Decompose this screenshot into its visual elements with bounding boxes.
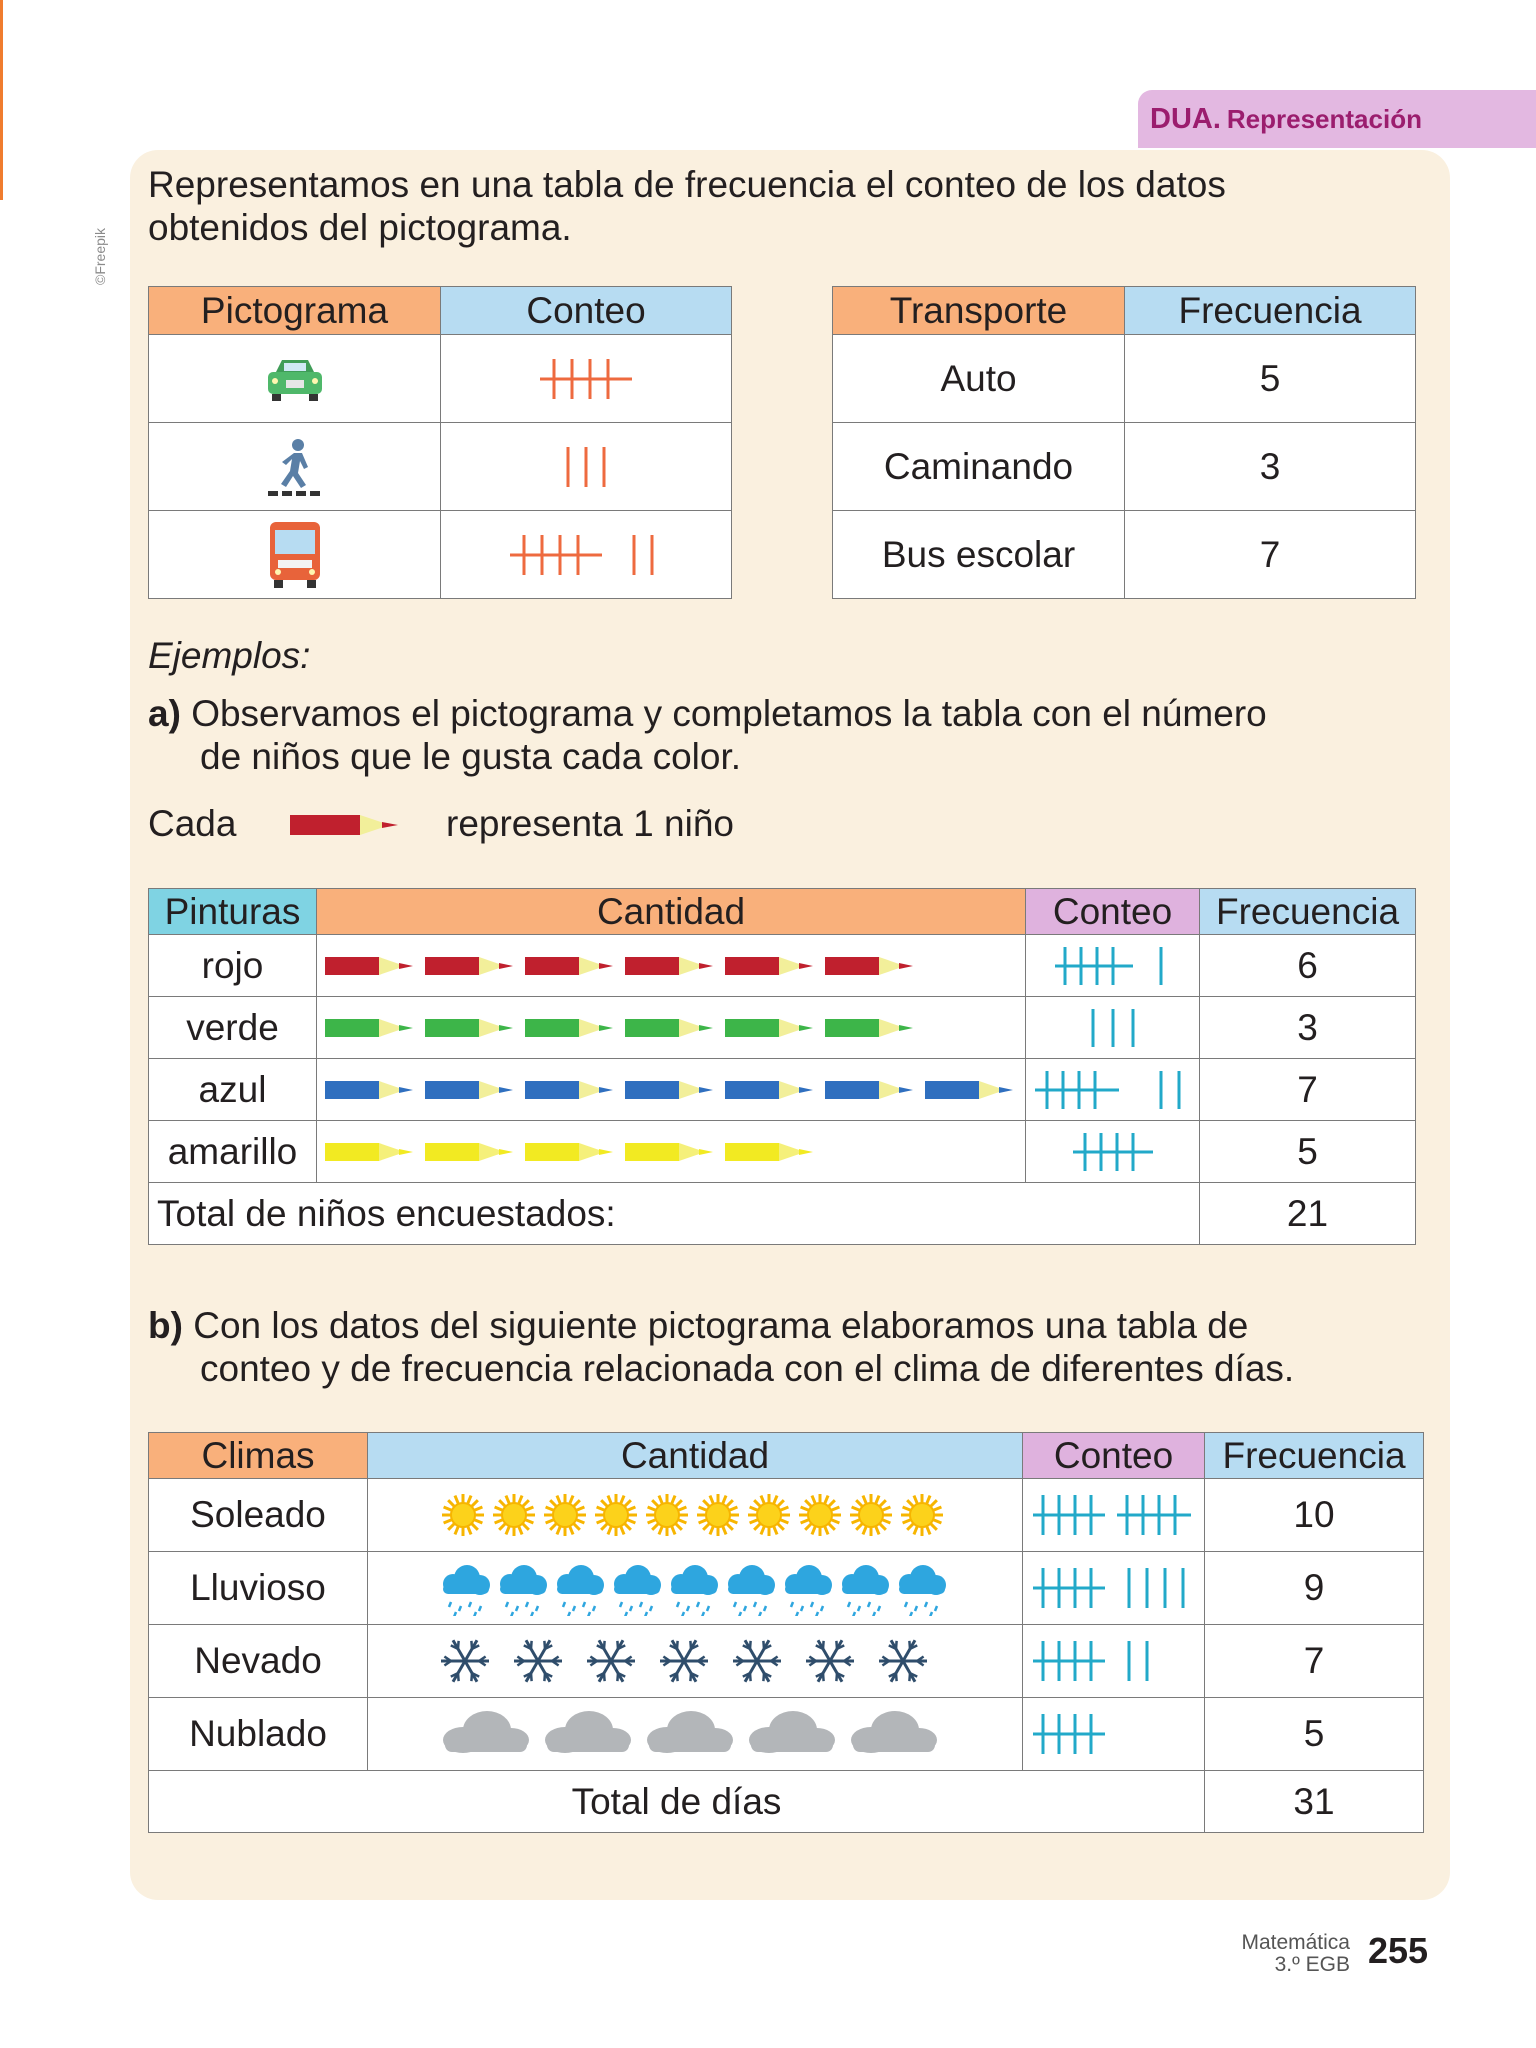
cloud-row <box>435 1706 955 1762</box>
pencil-icon <box>725 1143 813 1161</box>
transport-cell: Bus escolar <box>833 511 1125 599</box>
paint-table <box>148 888 1416 1245</box>
cloud-icon <box>647 1711 733 1753</box>
total-value: 21 <box>1200 1183 1416 1245</box>
pencil-icon <box>525 957 613 975</box>
page-number: 255 <box>1368 1930 1429 1971</box>
intro-line-1: Representamos en una tabla de frecuencia el conteo de los datos <box>148 164 1226 205</box>
example-b-paragraph <box>148 1304 1294 1390</box>
tally-cell <box>1026 997 1200 1059</box>
color-cell: verde <box>149 997 317 1059</box>
frequency-cell: 3 <box>1200 997 1416 1059</box>
weather-pictogram-cell <box>368 1625 1023 1698</box>
legend-prefix: Cada <box>148 803 237 844</box>
tally-marks-7 <box>1033 1067 1193 1113</box>
frequency-cell: 5 <box>1205 1698 1424 1771</box>
rain-cloud-icon <box>557 1565 604 1616</box>
total-value: 31 <box>1205 1771 1424 1833</box>
page-edge-line <box>0 0 3 200</box>
transport-cell: Caminando <box>833 423 1125 511</box>
sun-icon <box>493 1494 535 1536</box>
color-cell: rojo <box>149 935 317 997</box>
tally-cell <box>1026 1059 1200 1121</box>
snowflake-icon <box>441 1640 489 1682</box>
weather-cell: Soleado <box>149 1479 368 1552</box>
header-conteo: Conteo <box>1023 1433 1205 1479</box>
pencil-icon <box>625 957 713 975</box>
example-b-letter: b) <box>148 1305 183 1346</box>
rain-cloud-icon <box>500 1565 547 1616</box>
pencil-row-amarillo <box>325 1137 1025 1167</box>
rain-cloud-icon <box>899 1565 946 1616</box>
pencil-pictogram-cell <box>317 997 1026 1059</box>
weather-cell: Lluvioso <box>149 1552 368 1625</box>
footer-grade: 3.º EGB <box>1274 1953 1350 1976</box>
pencil-icon <box>425 1019 513 1037</box>
frequency-cell: 10 <box>1205 1479 1424 1552</box>
frequency-cell: 3 <box>1125 423 1416 511</box>
header-transporte: Transporte <box>833 287 1125 335</box>
tally-marks-9 <box>1029 1563 1199 1613</box>
pencil-pictogram-cell <box>317 935 1026 997</box>
rain-cloud-icon <box>443 1565 490 1616</box>
header-conteo: Conteo <box>1026 889 1200 935</box>
sun-icon <box>595 1494 637 1536</box>
dua-subtitle: Representación <box>1226 103 1422 134</box>
pencil-icon <box>525 1143 613 1161</box>
tally-marks-3 <box>1083 1005 1143 1051</box>
pencil-row-rojo <box>325 951 1025 981</box>
pedestrian-icon <box>264 437 326 497</box>
table-row <box>149 335 441 423</box>
pencil-icon <box>425 957 513 975</box>
pencil-icon <box>825 1019 913 1037</box>
pencil-icon <box>525 1019 613 1037</box>
tally-marks-7 <box>506 530 666 580</box>
pencil-row-azul <box>325 1075 1025 1105</box>
snow-row <box>435 1633 955 1689</box>
tally-marks-3 <box>556 442 616 492</box>
pencil-icon <box>425 1143 513 1161</box>
tally-cell <box>1026 1121 1200 1183</box>
snowflake-icon <box>660 1640 708 1682</box>
bus-icon <box>264 520 326 590</box>
table-row <box>149 511 441 599</box>
sun-icon <box>850 1494 892 1536</box>
weather-pictogram-cell <box>368 1552 1023 1625</box>
sun-icon <box>544 1494 586 1536</box>
image-credit: ©Freepik <box>92 228 108 285</box>
color-cell: amarillo <box>149 1121 317 1183</box>
tally-cell <box>441 423 732 511</box>
examples-label: Ejemplos: <box>148 635 311 676</box>
tally-marks-5 <box>534 354 638 404</box>
car-icon <box>264 354 326 404</box>
header-frecuencia: Frecuencia <box>1200 889 1416 935</box>
sun-icon <box>697 1494 739 1536</box>
pencil-legend-icon <box>290 812 402 838</box>
tally-table <box>148 286 732 599</box>
header-pictograma: Pictograma <box>149 287 441 335</box>
sun-icon <box>901 1494 943 1536</box>
pencil-icon <box>425 1081 513 1099</box>
weather-cell: Nevado <box>149 1625 368 1698</box>
tally-marks-5 <box>1063 1129 1163 1175</box>
pencil-icon <box>625 1081 713 1099</box>
tally-cell <box>1023 1479 1205 1552</box>
pencil-icon <box>625 1143 713 1161</box>
header-cantidad: Cantidad <box>368 1433 1023 1479</box>
frequency-cell: 5 <box>1125 335 1416 423</box>
header-climas: Climas <box>149 1433 368 1479</box>
rain-cloud-icon <box>614 1565 661 1616</box>
total-label: Total de días <box>149 1771 1205 1833</box>
snowflake-icon <box>733 1640 781 1682</box>
tally-marks-7 <box>1029 1636 1199 1686</box>
pencil-icon <box>725 1019 813 1037</box>
footer-subject: Matemática <box>1241 1931 1350 1954</box>
example-b-line-1: Con los datos del siguiente pictograma elaboramos una tabla de <box>193 1305 1249 1346</box>
pencil-icon <box>325 957 413 975</box>
tally-cell <box>441 511 732 599</box>
pencil-pictogram-cell <box>317 1121 1026 1183</box>
rain-cloud-icon <box>785 1565 832 1616</box>
cloud-icon <box>851 1711 937 1753</box>
rain-row <box>435 1560 955 1616</box>
pencil-icon <box>325 1081 413 1099</box>
tally-cell <box>441 335 732 423</box>
frequency-cell: 7 <box>1125 511 1416 599</box>
pencil-pictogram-cell <box>317 1059 1026 1121</box>
tally-cell <box>1023 1552 1205 1625</box>
weather-pictogram-cell <box>368 1479 1023 1552</box>
frequency-cell: 5 <box>1200 1121 1416 1183</box>
frequency-cell: 9 <box>1205 1552 1424 1625</box>
sun-icon <box>799 1494 841 1536</box>
rain-cloud-icon <box>671 1565 718 1616</box>
color-cell: azul <box>149 1059 317 1121</box>
intro-paragraph <box>148 163 1226 249</box>
weather-pictogram-cell <box>368 1698 1023 1771</box>
weather-table <box>148 1432 1424 1833</box>
pencil-icon <box>925 1081 1013 1099</box>
frequency-table <box>832 286 1416 599</box>
footer-subject-block <box>1241 1932 1350 1976</box>
rain-cloud-icon <box>728 1565 775 1616</box>
sun-icon <box>646 1494 688 1536</box>
cloud-icon <box>443 1711 529 1753</box>
tally-marks-6 <box>1053 943 1173 989</box>
table-row <box>149 423 441 511</box>
example-a-line-2: de niños que le gusta cada color. <box>200 736 741 777</box>
pencil-icon <box>325 1143 413 1161</box>
sun-row <box>435 1487 955 1543</box>
tally-cell <box>1023 1625 1205 1698</box>
header-cantidad: Cantidad <box>317 889 1026 935</box>
pencil-icon <box>625 1019 713 1037</box>
transport-cell: Auto <box>833 335 1125 423</box>
total-label: Total de niños encuestados: <box>149 1183 1200 1245</box>
tally-cell <box>1026 935 1200 997</box>
sun-icon <box>748 1494 790 1536</box>
frequency-cell: 7 <box>1205 1625 1424 1698</box>
snowflake-icon <box>879 1640 927 1682</box>
frequency-cell: 6 <box>1200 935 1416 997</box>
pencil-icon <box>725 1081 813 1099</box>
example-b-line-2: conteo y de frecuencia relacionada con el clima de diferentes días. <box>200 1348 1295 1389</box>
header-frecuencia: Frecuencia <box>1125 287 1416 335</box>
rain-cloud-icon <box>842 1565 889 1616</box>
snowflake-icon <box>587 1640 635 1682</box>
pencil-row-verde <box>325 1013 1025 1043</box>
dua-label: DUA. <box>1150 102 1221 135</box>
snowflake-icon <box>514 1640 562 1682</box>
pencil-icon <box>325 1019 413 1037</box>
dua-tab <box>1138 90 1536 148</box>
example-a-letter: a) <box>148 693 181 734</box>
tally-marks-5 <box>1029 1709 1199 1759</box>
tally-marks-10 <box>1029 1490 1199 1540</box>
example-a-line-1: Observamos el pictograma y completamos la tabla con el número <box>191 693 1267 734</box>
weather-cell: Nublado <box>149 1698 368 1771</box>
pencil-icon <box>725 957 813 975</box>
header-frecuencia: Frecuencia <box>1205 1433 1424 1479</box>
pencil-icon <box>825 1081 913 1099</box>
legend-suffix: representa 1 niño <box>446 803 734 844</box>
header-pinturas: Pinturas <box>149 889 317 935</box>
cloud-icon <box>749 1711 835 1753</box>
intro-line-2: obtenidos del pictograma. <box>148 207 572 248</box>
header-conteo: Conteo <box>441 287 732 335</box>
example-a-paragraph <box>148 692 1267 778</box>
pencil-icon <box>825 957 913 975</box>
snowflake-icon <box>806 1640 854 1682</box>
frequency-cell: 7 <box>1200 1059 1416 1121</box>
pencil-icon <box>525 1081 613 1099</box>
tally-cell <box>1023 1698 1205 1771</box>
cloud-icon <box>545 1711 631 1753</box>
sun-icon <box>442 1494 484 1536</box>
